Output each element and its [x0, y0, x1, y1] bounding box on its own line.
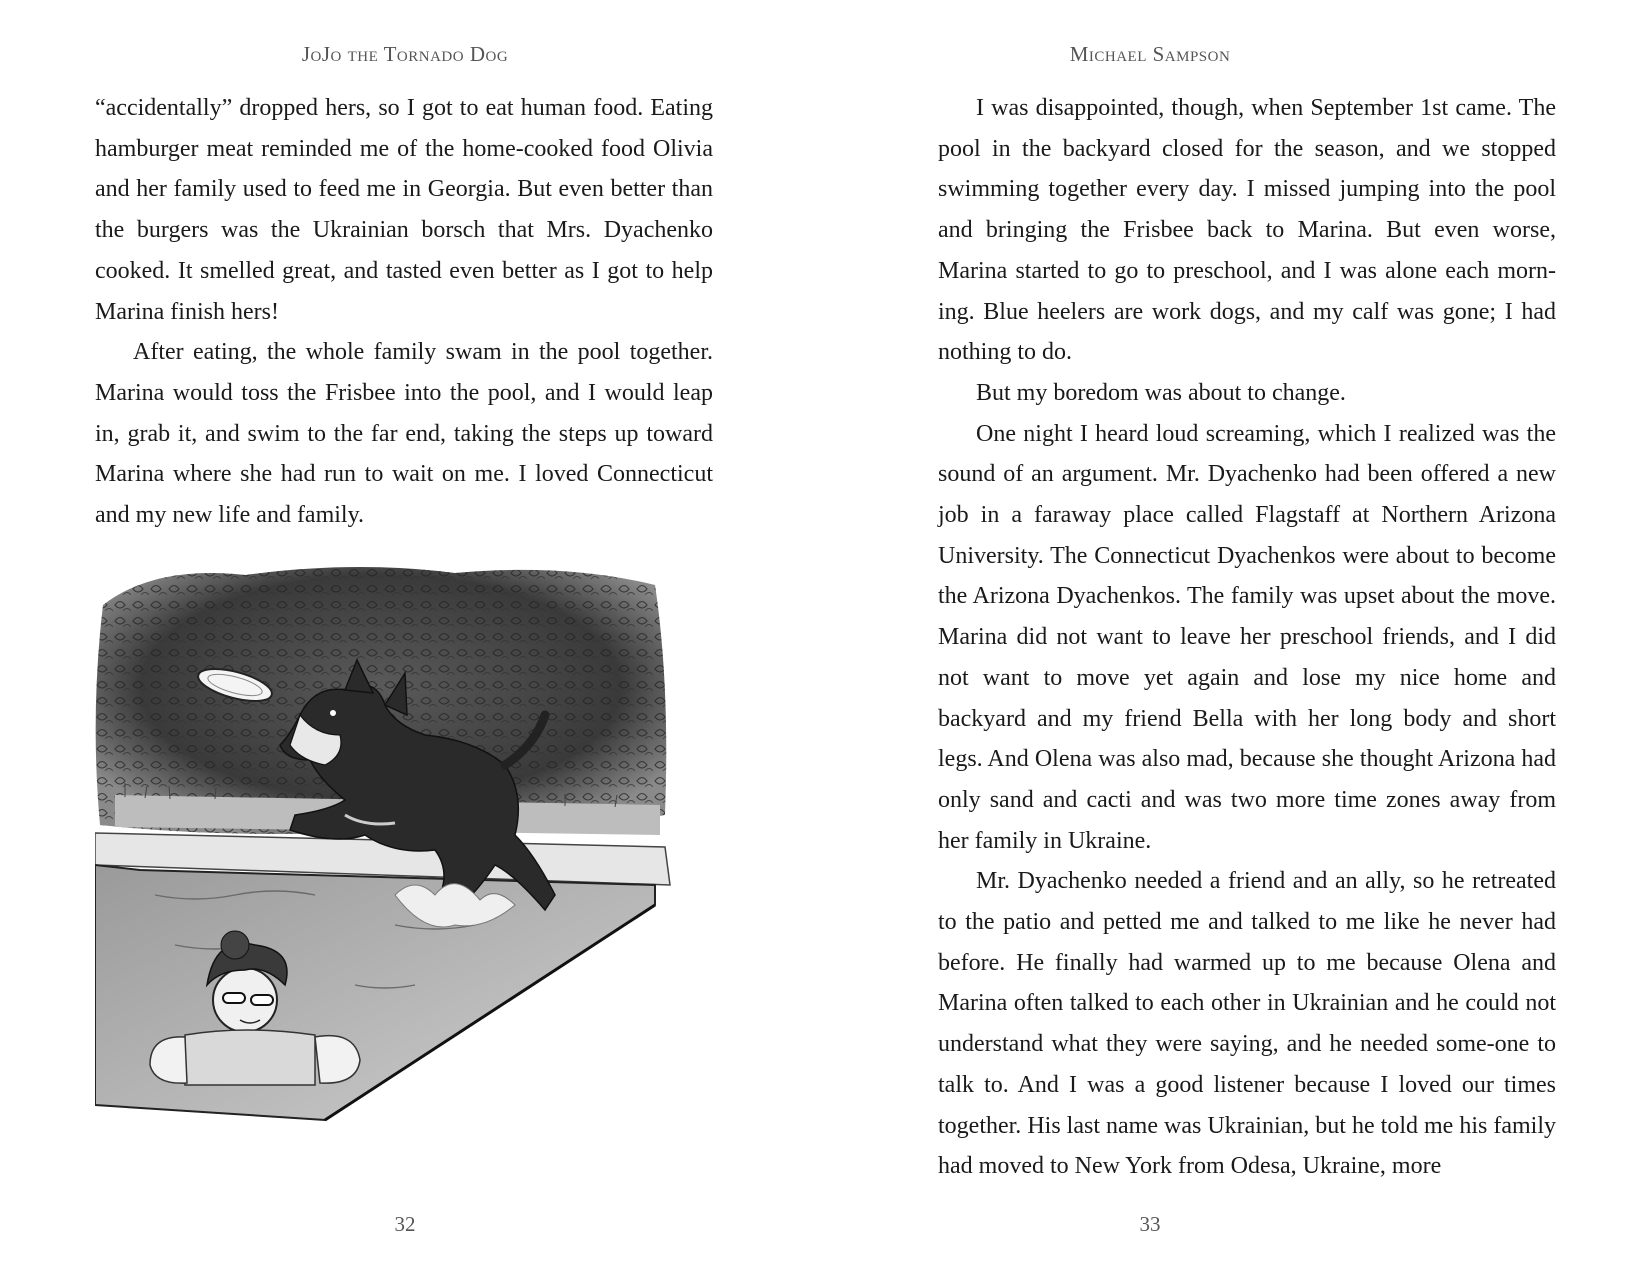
page-number: 32	[394, 1212, 416, 1236]
paragraph: After eating, the whole family swam in the pool together. Marina would toss the Frisbee into the pool, and I would leap in, grab it, and swim to the far end, taking the steps up toward Marina where she had run to wait on me. I loved Connecticut and my new life and family.	[95, 339, 713, 529]
left-body-text	[95, 88, 713, 536]
right-body-text	[938, 88, 1556, 1187]
paragraph: I was disappointed, though, when September 1st came. The pool in the backyard closed for the season, and we stopped swimming together every day. I missed jumping into the pool and bringing the Frisbee back to Marina. But even worse, Marina started to go to preschool, and I was alone each morn-ing. Blue heelers are work dogs, and my calf was gone; I had nothing to do.	[938, 95, 1556, 366]
dog-pool-illustration	[95, 565, 713, 1165]
paragraph: But my boredom was about to change.	[976, 379, 1346, 406]
right-page	[825, 0, 1650, 1275]
running-head-title: JoJo the Tornado Dog	[301, 42, 509, 66]
paragraph: One night I heard loud screaming, which I realized was the sound of an argument. Mr. Dyachenko had been offered a new job in a faraway place called Flagstaff at Northern Arizona University. The Connecticut Dyachenkos were about to become the Arizona Dyachenkos. The family was upset about the move. Marina did not want to leave her preschool friends, and I did not want to move yet again and lose my nice home and backyard and my friend Bella with her long body and short legs. And Olena was also mad, because she thought Arizona had only sand and cacti and was two more time zones away from her family in Ukraine.	[938, 420, 1556, 854]
paragraph: “accidentally” dropped hers, so I got to eat human food. Eating hamburger meat reminded me of the home-cooked food Olivia and her family used to feed me in Georgia. But even better than the burgers was the Ukrainian borsch that Mrs. Dyachenko cooked. It smelled great, and tasted even better as I got to help Marina finish hers!	[95, 95, 713, 325]
page-number: 33	[1139, 1212, 1161, 1236]
paragraph: Mr. Dyachenko needed a friend and an ally, so he retreated to the patio and petted me and talked to me like he never had before. He finally had warmed up to me because Olena and Marina often talked to each other in Ukrainian and he could not understand what they were saying, and he needed some-one to talk to. And I was a good listener because I loved our times together. His last name was Ukrainian, but he told me his family had moved to New York from Odesa, Ukraine, more	[938, 868, 1556, 1180]
running-head-author: Michael Sampson	[1069, 42, 1231, 66]
